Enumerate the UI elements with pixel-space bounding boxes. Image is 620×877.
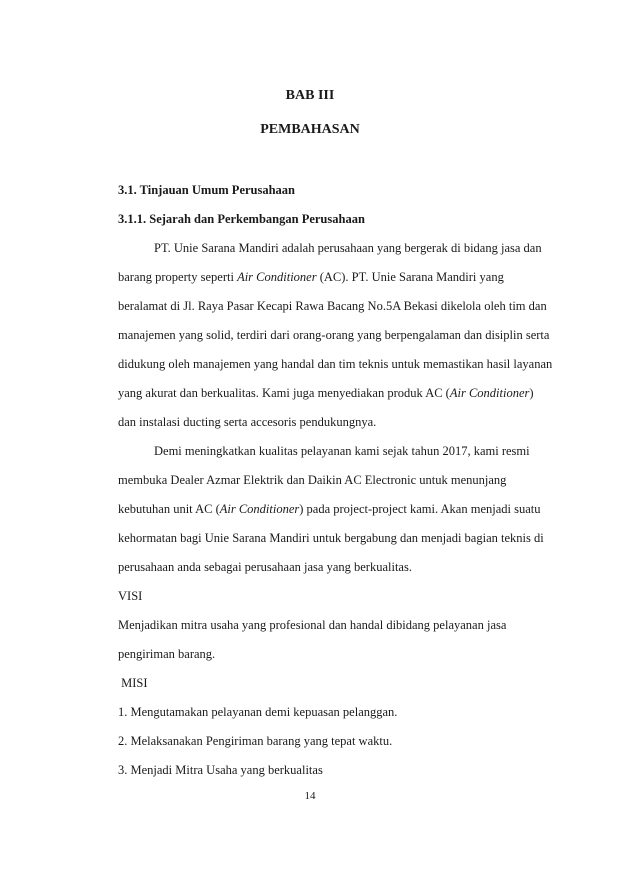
- mission-section: [118, 669, 546, 785]
- mission-item: 1. Mengutamakan pelayanan demi kepuasan pelanggan.: [118, 705, 398, 719]
- paragraph-line: [118, 379, 546, 408]
- vision-label: VISI: [118, 589, 143, 603]
- paragraph-line: Demi meningkatkan kualitas pelayanan kami sejak tahun 2017, kami resmi: [154, 444, 530, 458]
- text-run: barang property seperti: [118, 270, 238, 284]
- text-run: ) pada project-project kami. Akan menjadi suatu: [299, 502, 541, 516]
- text-run: ): [529, 386, 534, 400]
- vision-section: [118, 582, 546, 669]
- text-run: (AC). PT. Unie Sarana Mandiri yang: [316, 270, 504, 284]
- mission-item: 2. Melaksanakan Pengiriman barang yang tepat waktu.: [118, 734, 393, 748]
- paragraph-line: dan instalasi ducting serta accesoris pendukungnya.: [118, 415, 377, 429]
- subsection-heading: 3.1.1. Sejarah dan Perkembangan Perusahaan: [118, 212, 365, 226]
- paragraph-line: [118, 495, 546, 524]
- page-number: 14: [304, 790, 316, 802]
- mission-label: MISI: [118, 676, 148, 690]
- text-run-italic: Air Conditioner: [449, 386, 530, 400]
- body-text: [118, 176, 553, 785]
- paragraph-development: [118, 437, 546, 582]
- paragraph-line: didukung oleh manajemen yang handal dan tim teknis untuk memastikan hasil layanan: [118, 357, 553, 371]
- paragraph-line: perusahaan anda sebagai perusahaan jasa yang berkualitas.: [118, 560, 412, 574]
- paragraph-line: manajemen yang solid, terdiri dari orang-orang yang berpengalaman dan disiplin serta: [118, 328, 550, 342]
- vision-line: Menjadikan mitra usaha yang profesional dan handal dibidang pelayanan jasa: [118, 618, 507, 632]
- vision-line: pengiriman barang.: [118, 647, 216, 661]
- mission-item: 3. Menjadi Mitra Usaha yang berkualitas: [118, 763, 323, 777]
- paragraph-line: PT. Unie Sarana Mandiri adalah perusahaan yang bergerak di bidang jasa dan: [154, 241, 542, 255]
- text-run: kebutuhan unit AC (: [118, 502, 220, 516]
- chapter-title: PEMBAHASAN: [260, 122, 360, 137]
- section-heading: 3.1. Tinjauan Umum Perusahaan: [118, 183, 296, 197]
- paragraph-line: [118, 263, 546, 292]
- paragraph-line: kehormatan bagi Unie Sarana Mandiri untuk bergabung dan menjadi bagian teknis di: [118, 531, 544, 545]
- text-run-italic: Air Conditioner: [219, 502, 300, 516]
- paragraph-line: beralamat di Jl. Raya Pasar Kecapi Rawa Bacang No.5A Bekasi dikelola oleh tim dan: [118, 299, 547, 313]
- paragraph-line: membuka Dealer Azmar Elektrik dan Daikin AC Electronic untuk menunjang: [118, 473, 507, 487]
- paragraph-history: [118, 234, 553, 437]
- text-run: yang akurat dan berkualitas. Kami juga menyediakan produk AC (: [118, 386, 450, 400]
- text-run-italic: Air Conditioner: [237, 270, 317, 284]
- chapter-number: BAB III: [285, 88, 335, 103]
